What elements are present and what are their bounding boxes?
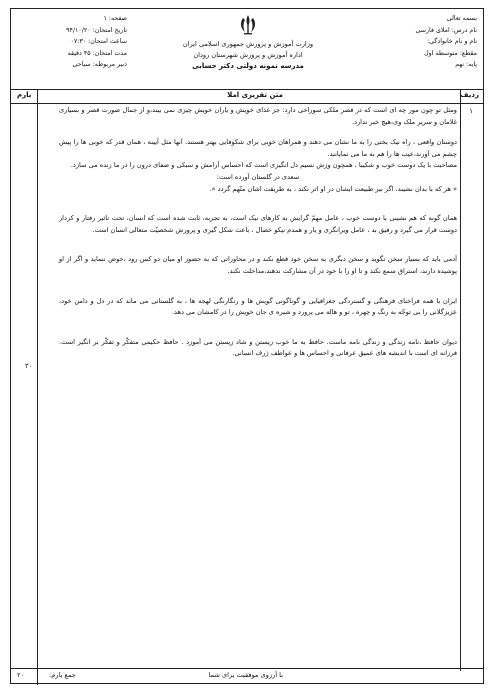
emblem-icon	[237, 13, 259, 37]
divider-row-column	[460, 89, 461, 671]
exam-footer	[11, 668, 483, 683]
header-info-left	[17, 13, 127, 71]
ministry-name: وزارت آموزش و پرورش جمهوری اسلامی ایران	[182, 40, 314, 48]
column-score-header: بارم	[17, 91, 32, 99]
paragraph-4: سعدی در گلستان آورده است:	[216, 172, 300, 181]
column-row-header: ردیف	[460, 91, 479, 99]
paragraph-1: ومثل تو چون مور چه ای است که در قصر ملکی سوراخی دارد: جز غذای خویش و یاران خویش چیزی نمی بیند،و از جمال صورت قصر و بسیاری غلامان و سریر ملک وی،هیچ خبر ندارد.	[59, 106, 457, 126]
footer-wish: با آرزوی موفقیت برای شما	[208, 671, 283, 679]
header-grade: پایه: نهم	[455, 61, 477, 68]
header-subject: نام درس: املای فارسی	[415, 26, 477, 34]
paragraph-3: مصاحبت با یک دوست خوب و شکیبا ، همچون وزش نسیم دل انگیزی است که احساس آرامش و سبکی و صفای درون را در ما زنده می سازد.	[70, 161, 457, 170]
exam-sheet	[10, 8, 484, 684]
divider-score-column	[37, 89, 38, 671]
paragraph-9: دیوان حافظ ،نامه زندگی و زندگی نامه ماست. حافظ به ما خوب زیستن و شاد زیستن می آموزد . حافظ حکیمی متفکّر و تفکّر بر انگیز است. فرزانه ای است با اندیشه های عمیق عرفانی و احساس ها و عواطف ژرف انسانی.	[59, 337, 457, 358]
header-center	[141, 13, 355, 72]
row-number: ۱	[469, 107, 473, 115]
dictation-text	[59, 105, 457, 360]
paragraph-6: همان گونه که هم نشینی با دوست خوب ، عامل مهمّ گرایش به کارهای نیک است، به تجربه، ثابت شده است که انسان، تحت تاثیر رفتار و کردار دوست قرار می گیرد و رفیق بد ، عامل ویرانگری و یار و همدم نیکو خصال ، باعث شکل گیری و پرورش شخصیّت متعالی انسان است.	[59, 214, 457, 234]
header-exam-date: تاریخ امتحان: ۹۴/۱۰/۲۰	[66, 26, 127, 34]
header-student-name: نام و نام خانوادگی:	[427, 38, 477, 45]
header-page: صفحه: ۱	[103, 15, 127, 22]
header-teacher: دبیر مربوطه: سیاحی	[72, 61, 127, 68]
column-text-header: متن تقریری املا	[227, 91, 283, 99]
header-exam-time: ساعت امتحان: ۰۷:۳۰	[70, 38, 127, 45]
table-header	[11, 89, 483, 104]
school-name: مدرسه نمونه دولتی دکتر حسابی	[192, 62, 304, 70]
header-info-right	[357, 13, 477, 71]
paragraph-2: دوستان واقعی ، راه نیک بختی را به ما نشان می دهند و همراهان خوبی برای شکوفایی بهتر هستند. آنها مثل آیینه ، همان قدر که خوبی ها را پیش چشم می آورند،عیب ها را هم به ما می نمایانند.	[59, 138, 457, 158]
footer-total-value: ۲۰	[17, 671, 25, 679]
header-level: مقطع: متوسطه اول	[424, 49, 477, 57]
paragraph-5: « هر که با بدان نشیند، اگر نیز طبیعت ایشان در او اثر نکند ، به طریقت اشان متّهم گردد ».	[209, 184, 457, 193]
row-score: ۲۰	[25, 362, 33, 370]
exam-header	[11, 9, 483, 90]
footer-total-label: جمع بارم:	[49, 671, 76, 679]
header-exam-duration: مدت امتحان: ۴۵ دقیقه	[67, 49, 127, 57]
department-name: اداره آموزش و پرورش شهرستان رودان	[193, 51, 303, 59]
paragraph-8: ایران با همه فراخنای فرهنگی و گستردگی جغرافیایی و گوناگونی گویش ها و رنگارنگی لهجه ها ، به گلستانی می ماند که در دل و دامن خود، عزیزگلانی را بی توجّه به رنگ و چهره ، تو و هاله می پرورد و شیره ی جان خویش را در کامشان می دهد.	[59, 296, 457, 317]
divider-footer	[37, 671, 38, 685]
paragraph-7: آدمی باید که بسیار سخن نگوید و سخن دیگری به سخن خود قطع نکند و در محاوراتی که به حضور او میان دو کس رود ،خوض ننماید و اگر از او پوشیده دارند، استراق سمع نکند و تا او را با خود در آن مشارکت ندهند،مداخلت نکند.	[59, 255, 457, 275]
header-bismillah: بسمه تعالی	[446, 15, 477, 22]
